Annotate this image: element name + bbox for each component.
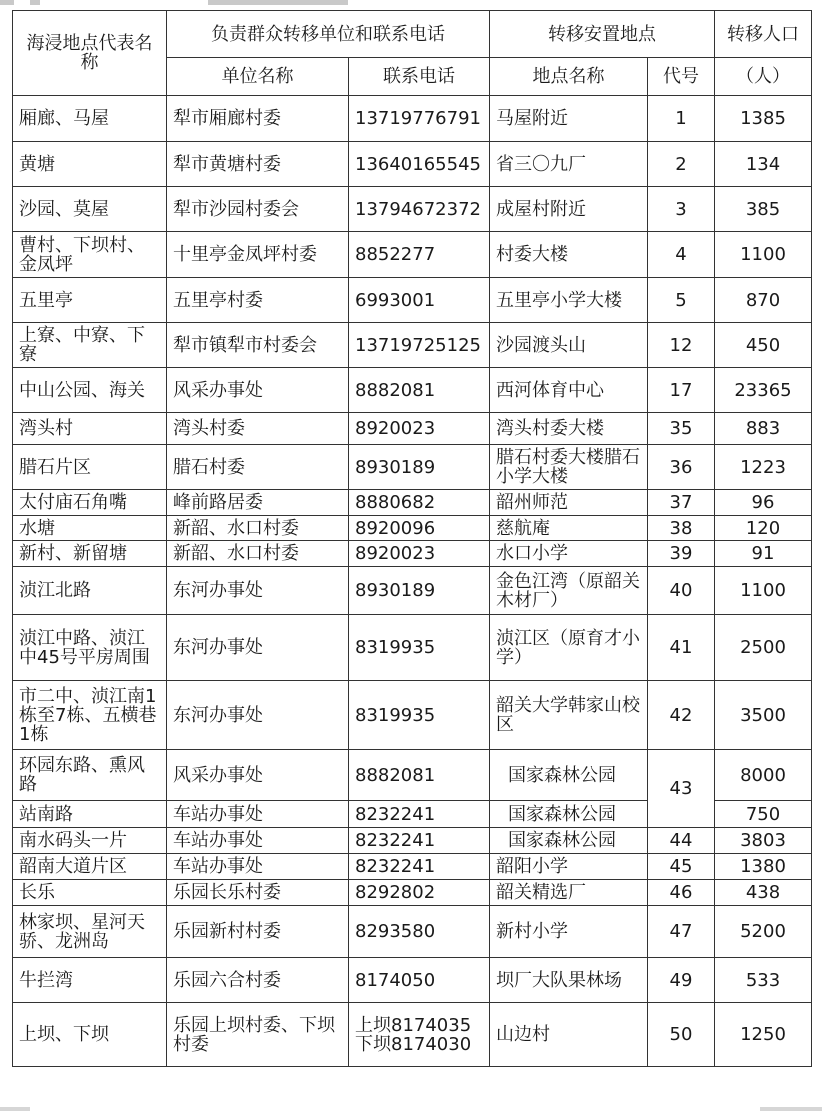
location-cell: 中山公园、海关: [13, 368, 167, 413]
unit-cell: 新韶、水口村委: [167, 541, 349, 567]
location-cell: 长乐: [13, 880, 167, 906]
count-cell: 91: [715, 541, 812, 567]
code-cell: 44: [648, 828, 715, 854]
table-row: [13, 1003, 812, 1067]
location-cell: 沙园、莫屋: [13, 187, 167, 232]
location-cell: 五里亭: [13, 278, 167, 323]
table-row: [13, 750, 812, 801]
code-cell: 45: [648, 854, 715, 880]
location-cell: 浈江北路: [13, 567, 167, 615]
unit-cell: 车站办事处: [167, 801, 349, 828]
header-phone: 联系电话: [349, 58, 490, 96]
phone-cell: 8920023: [349, 541, 490, 567]
code-cell: 42: [648, 681, 715, 750]
code-cell: 49: [648, 958, 715, 1003]
table-row: [13, 490, 812, 516]
table-row: [13, 958, 812, 1003]
phone-cell: 8293580: [349, 906, 490, 958]
table-row: [13, 516, 812, 541]
code-cell: 38: [648, 516, 715, 541]
location-cell: 湾头村: [13, 413, 167, 445]
phone-cell: 13719776791: [349, 96, 490, 142]
phone-cell: 8174050: [349, 958, 490, 1003]
unit-cell: 东河办事处: [167, 567, 349, 615]
site-cell: 国家森林公园: [490, 801, 648, 828]
phone-cell: 8319935: [349, 615, 490, 681]
table-row: [13, 615, 812, 681]
unit-cell: 五里亭村委: [167, 278, 349, 323]
site-cell: 五里亭小学大楼: [490, 278, 648, 323]
code-cell: 41: [648, 615, 715, 681]
code-cell: 17: [648, 368, 715, 413]
code-cell: 12: [648, 323, 715, 368]
count-cell: 1250: [715, 1003, 812, 1067]
table-row: [13, 854, 812, 880]
count-cell: 1100: [715, 567, 812, 615]
count-cell: 2500: [715, 615, 812, 681]
header-site-group: 转移安置地点: [490, 11, 715, 58]
site-cell: 坝厂大队果林场: [490, 958, 648, 1003]
location-cell: 浈江中路、浈江中45号平房周围: [13, 615, 167, 681]
site-cell: 浈江区（原育才小学）: [490, 615, 648, 681]
header-unit-name: 单位名称: [167, 58, 349, 96]
table-row: [13, 906, 812, 958]
phone-cell: 8232241: [349, 828, 490, 854]
count-cell: 120: [715, 516, 812, 541]
phone-cell: 8882081: [349, 750, 490, 801]
header-count-unit: （人）: [715, 58, 812, 96]
code-cell: 39: [648, 541, 715, 567]
site-cell: 新村小学: [490, 906, 648, 958]
count-cell: 23365: [715, 368, 812, 413]
unit-cell: 车站办事处: [167, 854, 349, 880]
table-row: [13, 828, 812, 854]
phone-cell: 13719725125: [349, 323, 490, 368]
location-cell: 黄塘: [13, 142, 167, 187]
count-cell: 438: [715, 880, 812, 906]
unit-cell: 新韶、水口村委: [167, 516, 349, 541]
location-cell: 太付庙石角嘴: [13, 490, 167, 516]
code-cell: 36: [648, 445, 715, 490]
code-cell: 37: [648, 490, 715, 516]
unit-cell: 东河办事处: [167, 615, 349, 681]
site-cell: 韶州师范: [490, 490, 648, 516]
header-location: 海浸地点代表名称: [13, 11, 167, 96]
phone-cell: 8319935: [349, 681, 490, 750]
site-cell: 省三〇九厂: [490, 142, 648, 187]
site-cell: 国家森林公园: [490, 828, 648, 854]
phone-cell: 8882081: [349, 368, 490, 413]
count-cell: 883: [715, 413, 812, 445]
location-cell: 上寮、中寮、下寮: [13, 323, 167, 368]
evacuation-table: [12, 10, 812, 1067]
header-row-1: [13, 11, 812, 58]
phone-cell: 8930189: [349, 567, 490, 615]
table-row: [13, 96, 812, 142]
site-cell: 韶关大学韩家山校区: [490, 681, 648, 750]
unit-cell: 乐园六合村委: [167, 958, 349, 1003]
location-cell: 曹村、下坝村、金凤坪: [13, 232, 167, 278]
code-cell: 4: [648, 232, 715, 278]
location-cell: 新村、新留塘: [13, 541, 167, 567]
site-cell: 水口小学: [490, 541, 648, 567]
count-cell: 8000: [715, 750, 812, 801]
count-cell: 1223: [715, 445, 812, 490]
code-cell: 35: [648, 413, 715, 445]
unit-cell: 湾头村委: [167, 413, 349, 445]
unit-cell: 乐园新村村委: [167, 906, 349, 958]
location-cell: 南水码头一片: [13, 828, 167, 854]
site-cell: 韶关精选厂: [490, 880, 648, 906]
unit-cell: 风采办事处: [167, 750, 349, 801]
count-cell: 1380: [715, 854, 812, 880]
count-cell: 1100: [715, 232, 812, 278]
code-cell: 50: [648, 1003, 715, 1067]
code-cell: 5: [648, 278, 715, 323]
site-cell: 马屋附近: [490, 96, 648, 142]
phone-cell: 13640165545: [349, 142, 490, 187]
phone-cell: 上坝8174035下坝8174030: [349, 1003, 490, 1067]
phone-cell: 8920023: [349, 413, 490, 445]
header-unit-group: 负责群众转移单位和联系电话: [167, 11, 490, 58]
unit-cell: 东河办事处: [167, 681, 349, 750]
table-row: [13, 445, 812, 490]
site-cell: 沙园渡头山: [490, 323, 648, 368]
location-cell: 上坝、下坝: [13, 1003, 167, 1067]
unit-cell: 犁市厢廊村委: [167, 96, 349, 142]
unit-cell: 乐园上坝村委、下坝村委: [167, 1003, 349, 1067]
unit-cell: 乐园长乐村委: [167, 880, 349, 906]
table-row: [13, 142, 812, 187]
header-count: 转移人口: [715, 11, 812, 58]
unit-cell: 腊石村委: [167, 445, 349, 490]
unit-cell: 峰前路居委: [167, 490, 349, 516]
location-cell: 牛拦湾: [13, 958, 167, 1003]
phone-cell: 8232241: [349, 801, 490, 828]
code-cell: 40: [648, 567, 715, 615]
count-cell: 750: [715, 801, 812, 828]
phone-cell: 8852277: [349, 232, 490, 278]
code-cell: 46: [648, 880, 715, 906]
phone-cell: 8920096: [349, 516, 490, 541]
site-cell: 西河体育中心: [490, 368, 648, 413]
phone-cell: 8232241: [349, 854, 490, 880]
phone-cell: 8880682: [349, 490, 490, 516]
count-cell: 450: [715, 323, 812, 368]
site-cell: 慈航庵: [490, 516, 648, 541]
location-cell: 腊石片区: [13, 445, 167, 490]
site-cell: 金色江湾（原韶关木材厂）: [490, 567, 648, 615]
table-row: [13, 323, 812, 368]
location-cell: 林家坝、星河天骄、龙洲岛: [13, 906, 167, 958]
table-row: [13, 880, 812, 906]
unit-cell: 犁市沙园村委会: [167, 187, 349, 232]
code-cell: 1: [648, 96, 715, 142]
count-cell: 96: [715, 490, 812, 516]
unit-cell: 犁市镇犁市村委会: [167, 323, 349, 368]
location-cell: 站南路: [13, 801, 167, 828]
table-row: [13, 368, 812, 413]
count-cell: 5200: [715, 906, 812, 958]
count-cell: 533: [715, 958, 812, 1003]
table-row: [13, 567, 812, 615]
table-row: [13, 232, 812, 278]
count-cell: 134: [715, 142, 812, 187]
count-cell: 3803: [715, 828, 812, 854]
location-cell: 厢廊、马屋: [13, 96, 167, 142]
phone-cell: 8292802: [349, 880, 490, 906]
phone-cell: 6993001: [349, 278, 490, 323]
table-row: [13, 187, 812, 232]
unit-cell: 犁市黄塘村委: [167, 142, 349, 187]
location-cell: 市二中、浈江南1栋至7栋、五横巷1栋: [13, 681, 167, 750]
bottom-crop-strip: [0, 1104, 822, 1114]
count-cell: 1385: [715, 96, 812, 142]
header-code: 代号: [648, 58, 715, 96]
site-cell: 韶阳小学: [490, 854, 648, 880]
code-cell: 2: [648, 142, 715, 187]
location-cell: 水塘: [13, 516, 167, 541]
location-cell: 环园东路、熏风路: [13, 750, 167, 801]
site-cell: 村委大楼: [490, 232, 648, 278]
site-cell: 湾头村委大楼: [490, 413, 648, 445]
count-cell: 385: [715, 187, 812, 232]
site-cell: 腊石村委大楼腊石小学大楼: [490, 445, 648, 490]
code-cell: 3: [648, 187, 715, 232]
table-row: [13, 413, 812, 445]
count-cell: 870: [715, 278, 812, 323]
code-cell: 47: [648, 906, 715, 958]
unit-cell: 十里亭金凤坪村委: [167, 232, 349, 278]
header-site-name: 地点名称: [490, 58, 648, 96]
location-cell: 韶南大道片区: [13, 854, 167, 880]
code-cell: 43: [648, 750, 715, 828]
site-cell: 国家森林公园: [490, 750, 648, 801]
phone-cell: 8930189: [349, 445, 490, 490]
count-cell: 3500: [715, 681, 812, 750]
unit-cell: 风采办事处: [167, 368, 349, 413]
phone-cell: 13794672372: [349, 187, 490, 232]
top-crop-strip: [0, 0, 822, 10]
unit-cell: 车站办事处: [167, 828, 349, 854]
site-cell: 成屋村附近: [490, 187, 648, 232]
site-cell: 山边村: [490, 1003, 648, 1067]
table-row: [13, 681, 812, 750]
table-row: [13, 541, 812, 567]
table-row: [13, 278, 812, 323]
